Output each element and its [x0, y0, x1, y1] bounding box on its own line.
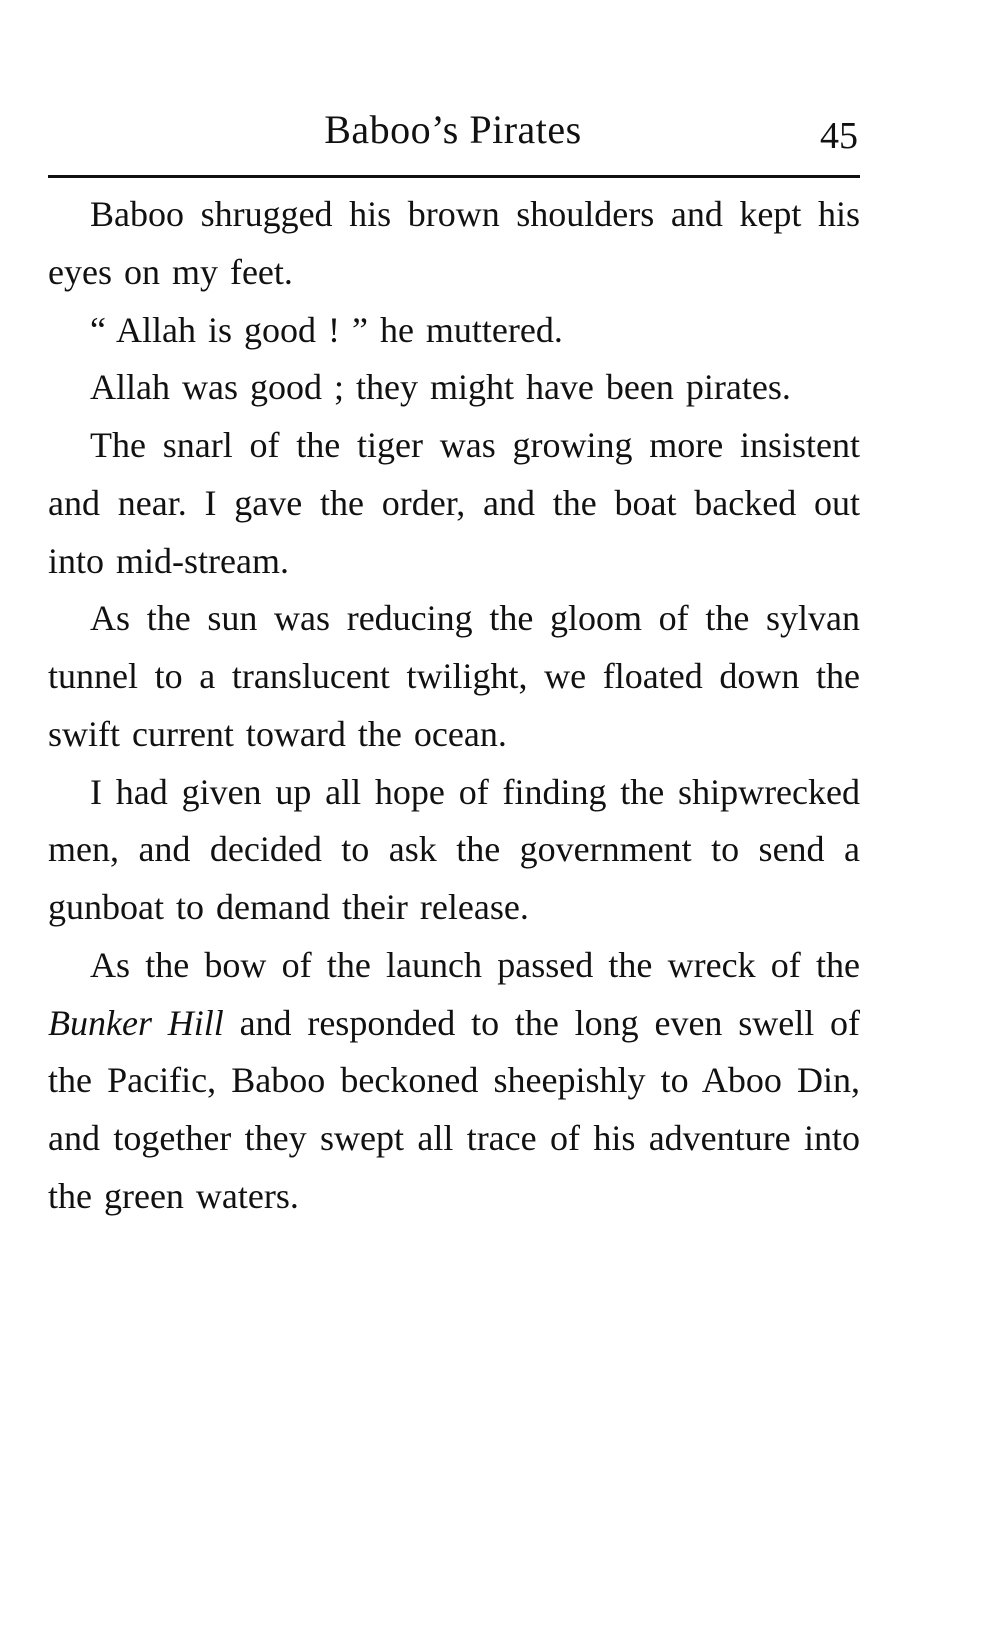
- paragraph-7: [48, 937, 860, 1226]
- body-text: [48, 186, 860, 1226]
- running-head: [48, 100, 858, 160]
- page-number: 45: [820, 115, 858, 157]
- paragraph-2: “ Allah is good ! ” he muttered.: [90, 309, 563, 350]
- paragraph-7-after-ship-name: and responded to the long even swell of the Pacific, Baboo beckoned sheepishly to Aboo Din, and together they swept all trace of his adventure into the green waters.: [48, 1002, 860, 1216]
- paragraph-5: As the sun was reducing the gloom of the sylvan tunnel to a translucent twilight, we floated down the swift current toward the ocean.: [48, 598, 860, 754]
- paragraph-6: I had given up all hope of finding the shipwrecked men, and decided to ask the government to send a gunboat to demand their release.: [48, 771, 860, 927]
- paragraph-1: Baboo shrugged his brown shoulders and kept his eyes on my feet.: [48, 194, 860, 292]
- running-title: Baboo’s Pirates: [324, 107, 582, 152]
- paragraph-7-before-ship-name: As the bow of the launch passed the wreck of the: [90, 944, 860, 985]
- paragraph-4: The snarl of the tiger was growing more insistent and near. I gave the order, and the boat backed out into mid-stream.: [48, 425, 860, 581]
- header-rule: [48, 175, 860, 178]
- ship-name: Bunker Hill: [48, 1002, 224, 1043]
- paragraph-3: Allah was good ; they might have been pirates.: [90, 367, 791, 408]
